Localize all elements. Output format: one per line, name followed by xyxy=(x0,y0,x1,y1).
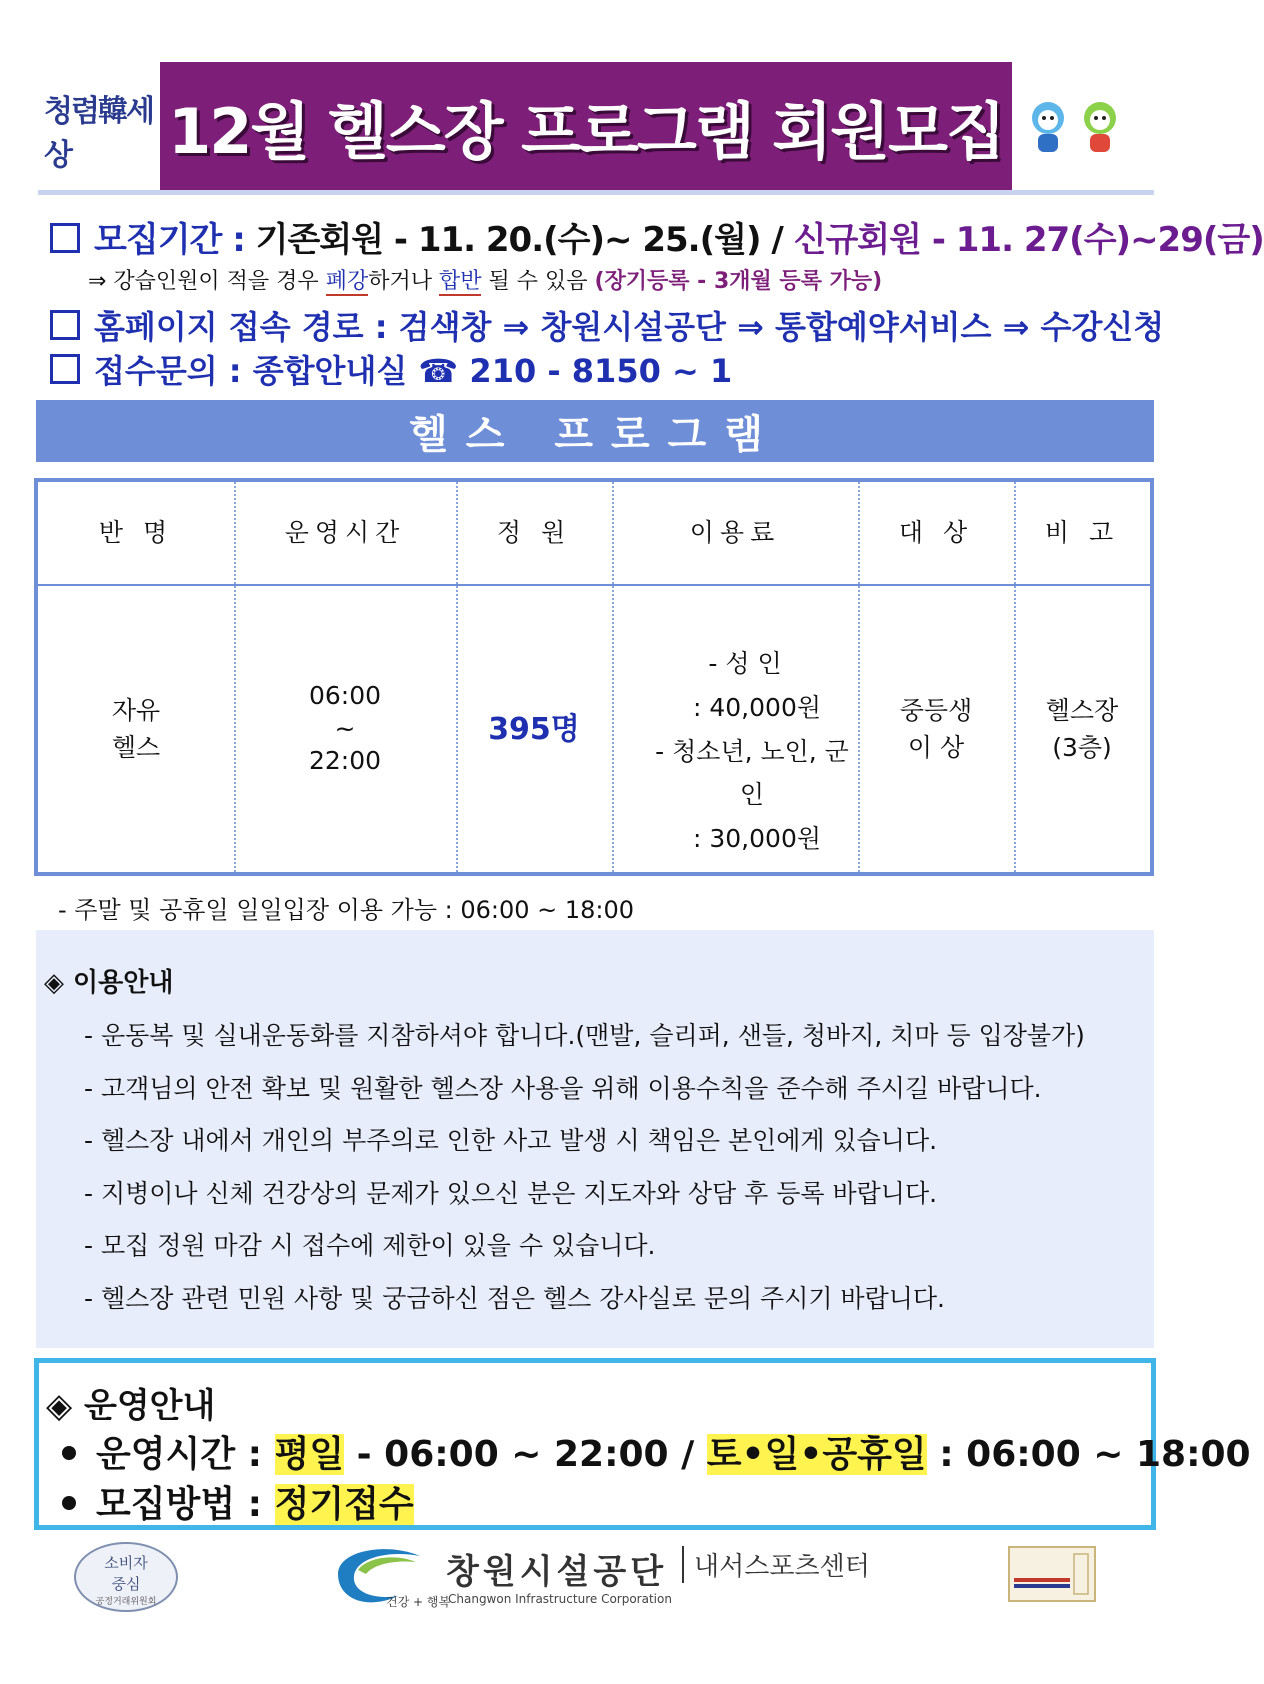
header-fee: 이용료 xyxy=(689,518,781,548)
fee-youth-label: - 청소년, 노인, 군인 xyxy=(655,736,849,810)
checkbox-square-icon xyxy=(50,223,80,253)
remarks-line2: (3층) xyxy=(1052,733,1112,762)
recruit-period-line xyxy=(50,212,1264,261)
recruit-method-line xyxy=(62,1476,414,1527)
table-row-capacity xyxy=(456,586,612,872)
list-item: - 지병이나 신체 건강상의 문제가 있으신 분은 지도자와 상담 후 등록 바랍니다. xyxy=(84,1178,938,1208)
header-target: 대 상 xyxy=(898,518,974,548)
homepage-path-text: 홈페이지 접속 경로 : 검색창 ⇒ 창원시설공단 ⇒ 통합예약서비스 ⇒ 수강신청 xyxy=(94,308,1165,346)
header-divider xyxy=(38,190,1154,195)
class-name-line1: 자유 xyxy=(111,695,161,725)
bullet-icon xyxy=(62,1496,76,1510)
corporation-logo-icon xyxy=(328,1540,451,1612)
checkbox-square-icon xyxy=(50,310,80,340)
mascot-blue-body xyxy=(1038,134,1058,152)
corporation-english-name: Changwon Infrastructure Corporation xyxy=(448,1592,672,1606)
slogan-text: 건강 + 행복 xyxy=(386,1595,451,1609)
fee-youth-value: : 30,000원 xyxy=(693,824,821,853)
table-row-target xyxy=(858,586,1014,872)
weekend-note: - 주말 및 공휴일 일일입장 이용 가능 : 06:00 ~ 18:00 xyxy=(58,896,635,924)
header-class-name: 반 명 xyxy=(98,518,174,548)
list-item: - 모집 정원 마감 시 접수에 제한이 있을 수 있습니다. xyxy=(84,1231,656,1260)
header-remarks: 비 고 xyxy=(1044,518,1120,548)
badge-small-text: 공정거래위원회 xyxy=(95,1597,157,1607)
operation-info-title: ◈ 운영안내 xyxy=(46,1386,216,1426)
mascot-icon xyxy=(1020,96,1130,160)
closed-word: 폐강 xyxy=(325,269,369,294)
hours-separator: ~ xyxy=(334,713,356,743)
cancel-notice-mid1: 하거나 xyxy=(368,269,439,294)
header-capacity: 정 원 xyxy=(496,518,572,548)
recruit-method-value: 정기접수 xyxy=(274,1484,414,1525)
mascot-green-face xyxy=(1090,110,1110,130)
target-line1: 중등생 xyxy=(899,695,973,725)
cancel-notice-mid2: 될 수 있음 xyxy=(481,269,595,294)
seal-graphic xyxy=(1010,1548,1094,1600)
weekday-hours: - 06:00 ~ 22:00 / xyxy=(344,1434,707,1475)
program-banner xyxy=(36,400,1154,462)
weekend-hours: : 06:00 ~ 18:00 xyxy=(926,1434,1251,1475)
list-item: - 운동복 및 실내운동화를 지참하셔야 합니다.(맨발, 슬리퍼, 샌들, 청바지, 치마 등 입장불가) xyxy=(84,1021,1085,1050)
table-row-class xyxy=(38,586,234,872)
remarks-line1: 헬스장 xyxy=(1045,695,1119,725)
target-line2: 이 상 xyxy=(907,733,965,762)
page-title-text: 12월 헬스장 프로그램 회원모집 xyxy=(168,94,1004,168)
contact-line xyxy=(50,346,732,392)
table-row-hours xyxy=(234,586,456,872)
badge-line2: 중심 xyxy=(111,1575,141,1593)
usage-guide-title: ◈ 이용안내 xyxy=(44,968,174,998)
homepage-path-line xyxy=(50,302,1164,348)
mascot-green-body xyxy=(1090,134,1110,152)
cancel-notice-line xyxy=(88,264,882,295)
long-term-note: (장기등록 - 3개월 등록 가능) xyxy=(594,269,883,294)
bullet-icon xyxy=(62,1446,76,1460)
logo-text: 청렴韓세상 xyxy=(44,94,153,173)
program-table xyxy=(34,478,1154,876)
table-row-remarks xyxy=(1014,586,1150,872)
recruit-method-label: 모집방법 : xyxy=(96,1484,275,1525)
badge-line1: 소비자 xyxy=(104,1554,148,1572)
period-separator: / xyxy=(760,220,794,260)
consumer-centered-badge xyxy=(74,1542,178,1612)
corporation-name: 창원시설공단 xyxy=(446,1552,668,1592)
new-member-period: 신규회원 - 11. 27(수)~29(금) xyxy=(793,220,1264,260)
cancel-notice-prefix: ⇒ 강습인원이 적을 경우 xyxy=(88,269,326,294)
merged-word: 합반 xyxy=(438,269,482,294)
fee-adult-value: : 40,000원 xyxy=(693,692,821,722)
hours-start: 06:00 xyxy=(308,681,382,711)
program-banner-text: 헬스 프로그램 xyxy=(409,411,781,458)
sports-center-name: 내서스포츠센터 xyxy=(682,1546,870,1583)
list-item: - 헬스장 관련 민원 사항 및 궁금하신 점은 헬스 강사실로 문의 주시기 바랍니다. xyxy=(84,1283,945,1313)
hours-end: 22:00 xyxy=(308,746,382,776)
fee-adult-label: - 성 인 xyxy=(708,649,782,678)
list-item: - 고객님의 안전 확보 및 원활한 헬스장 사용을 위해 이용수칙을 준수해 주시길 바랍니다. xyxy=(84,1073,1042,1103)
weekday-label: 평일 xyxy=(274,1434,345,1475)
operation-hours-line xyxy=(62,1426,1251,1477)
list-item: - 헬스장 내에서 개인의 부주의로 인한 사고 발생 시 책임은 본인에게 있습니다. xyxy=(84,1126,938,1155)
weekend-label: 토•일•공휴일 xyxy=(706,1434,927,1475)
existing-member-period: 기존회원 - 11. 20.(수)~ 25.(월) xyxy=(255,220,761,260)
table-row-fee xyxy=(632,586,858,872)
capacity-value: 395명 xyxy=(488,711,580,747)
mascot-blue-face xyxy=(1038,110,1058,130)
contact-text: 접수문의 : 종합안내실 ☎ 210 - 8150 ~ 1 xyxy=(94,352,733,390)
recruit-period-label: 모집기간 : xyxy=(94,220,256,260)
header-hours: 운영시간 xyxy=(284,518,406,548)
checkbox-square-icon xyxy=(50,354,80,384)
class-name-line2: 헬스 xyxy=(111,733,161,762)
certification-seal-icon xyxy=(1008,1546,1096,1602)
clean-world-logo xyxy=(44,94,156,173)
operation-hours-label: 운영시간 : xyxy=(96,1434,275,1475)
page-title xyxy=(160,62,1012,190)
usage-guide-list xyxy=(84,1010,1085,1325)
